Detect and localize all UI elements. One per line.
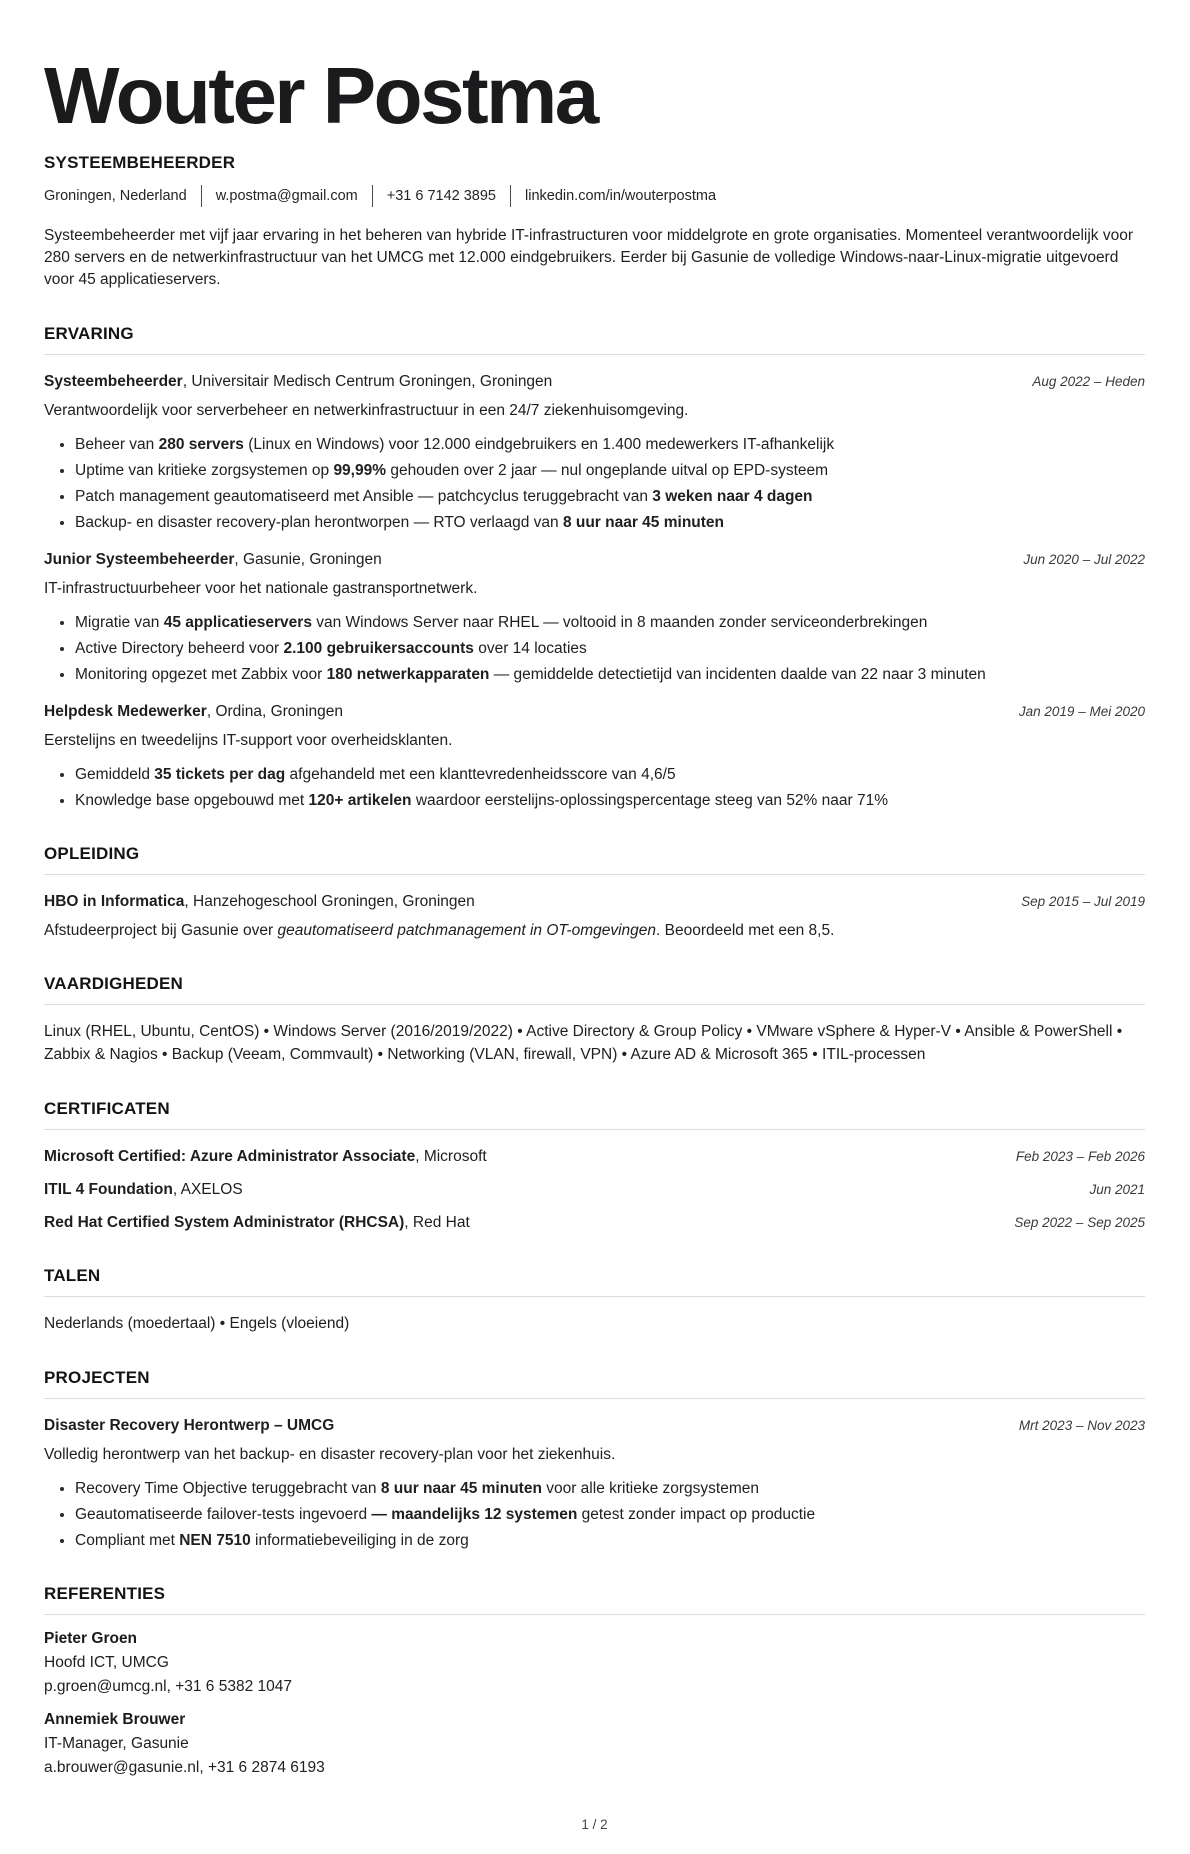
contact-item: linkedin.com/in/wouterpostma — [525, 188, 717, 204]
text-segment: Afstudeerproject bij Gasunie over — [44, 922, 278, 939]
job-bullet-list — [75, 434, 1145, 533]
bullet-item — [75, 790, 1145, 811]
text-segment: Geautomatiseerde failover-tests ingevoerd — [75, 1506, 372, 1523]
education-degree — [44, 892, 475, 912]
profile-summary: Systeembeheerder met vijf jaar ervaring in het beheren van hybride IT-infrastructuren voor middelgrote en grote organisaties. Momenteel verantwoordelijk voor 280 servers en de netwerkinfrastructuur van het UMCG met 12.000 eindgebruikers. Eerder bij Gasunie de volledige Windows-naar-Linux-migratie uitgevoerd voor 45 applicatieservers. — [44, 227, 1133, 288]
job-entry — [44, 702, 1145, 811]
text-segment: Junior Systeembeheerder — [44, 551, 235, 568]
reference-role: Hoofd ICT, UMCG — [44, 1654, 169, 1671]
education-note — [44, 920, 1145, 941]
reference-role: IT-Manager, Gasunie — [44, 1735, 189, 1752]
certificate-dates: Feb 2023 – Feb 2026 — [1015, 1149, 1145, 1164]
project-summary: Volledig herontwerp van het backup- en disaster recovery-plan voor het ziekenhuis. — [44, 1446, 616, 1463]
text-segment: Monitoring opgezet met Zabbix voor — [75, 666, 327, 683]
text-segment: Disaster Recovery Herontwerp – UMCG — [44, 1417, 335, 1434]
job-bullet-list — [75, 764, 1145, 811]
page-indicator: 1 / 2 — [581, 1817, 608, 1832]
job-summary: IT-infrastructuurbeheer voor het nationale gastransportnetwerk. — [44, 580, 478, 597]
reference-list — [44, 1630, 1145, 1777]
text-segment: , AXELOS — [172, 1181, 243, 1198]
section-title-languages: TALEN — [44, 1266, 1145, 1297]
text-segment: Uptime van kritieke zorgsystemen op — [75, 462, 334, 479]
bullet-item — [75, 1478, 1145, 1499]
certificate-list — [44, 1147, 1145, 1233]
job-title — [44, 550, 382, 570]
section-title-projects: PROJECTEN — [44, 1368, 1145, 1399]
job-dates: Aug 2022 – Heden — [1032, 374, 1145, 389]
job-title — [44, 702, 343, 722]
job-dates: Jun 2020 – Jul 2022 — [1023, 552, 1145, 567]
text-segment: Gemiddeld — [75, 766, 155, 783]
job-title — [44, 372, 552, 392]
section-skills — [44, 974, 1145, 1066]
text-segment: afgehandeld met een klanttevredenheidsscore van 4,6/5 — [285, 766, 676, 783]
bullet-item — [75, 512, 1145, 533]
section-education — [44, 844, 1145, 941]
text-segment: 120+ artikelen — [308, 792, 412, 809]
bullet-item — [75, 486, 1145, 507]
text-segment: Active Directory beheerd voor — [75, 640, 284, 657]
job-bullet-list — [75, 612, 1145, 685]
text-segment: Compliant met — [75, 1532, 180, 1549]
certificate-dates: Sep 2022 – Sep 2025 — [1014, 1215, 1145, 1230]
reference-contact: a.brouwer@gasunie.nl, +31 6 2874 6193 — [44, 1759, 325, 1776]
text-segment: 8 uur naar 45 minuten — [380, 1480, 542, 1497]
text-segment: 280 servers — [158, 436, 244, 453]
languages-text: Nederlands (moedertaal) • Engels (vloeiend) — [44, 1315, 350, 1332]
resume-header — [44, 51, 1145, 291]
text-segment: van Windows Server naar RHEL — voltooid in 8 maanden zonder serviceonderbrekingen — [311, 614, 928, 631]
text-segment: , Hanzehogeschool Groningen, Groningen — [184, 893, 475, 910]
job-list — [44, 372, 1145, 811]
text-segment: , Universitair Medisch Centrum Groningen, Groningen — [182, 373, 553, 390]
text-segment: 180 netwerkapparaten — [326, 666, 490, 683]
text-segment: Red Hat Certified System Administrator (RHCSA) — [44, 1214, 405, 1231]
contact-item: +31 6 7142 3895 — [387, 188, 511, 204]
section-title-references: REFERENTIES — [44, 1584, 1145, 1615]
text-segment: Recovery Time Objective teruggebracht van — [75, 1480, 381, 1497]
project-list — [44, 1416, 1145, 1551]
section-languages — [44, 1266, 1145, 1335]
section-references — [44, 1584, 1145, 1777]
candidate-role: SYSTEEMBEHEERDER — [44, 153, 236, 172]
text-segment: 8 uur naar 45 minuten — [562, 514, 725, 531]
contact-item: Groningen, Nederland — [44, 188, 202, 204]
text-segment: NEN 7510 — [179, 1532, 251, 1549]
project-header — [44, 1416, 1145, 1436]
text-segment: 45 applicatieservers — [163, 614, 312, 631]
text-segment: 2.100 gebruikersaccounts — [283, 640, 474, 657]
text-segment: 35 tickets per dag — [154, 766, 286, 783]
bullet-item — [75, 434, 1145, 455]
text-segment: , Red Hat — [404, 1214, 470, 1231]
text-segment: Beheer van — [75, 436, 159, 453]
education-header — [44, 892, 1145, 912]
reference-entry — [44, 1711, 1145, 1777]
text-segment: voor alle kritieke zorgsystemen — [541, 1480, 760, 1497]
text-segment: Patch management geautomatiseerd met Ansible — patchcyclus teruggebracht van — [75, 488, 653, 505]
job-header — [44, 550, 1145, 570]
project-entry — [44, 1416, 1145, 1551]
text-segment: , Microsoft — [415, 1148, 487, 1165]
skills-text: Linux (RHEL, Ubuntu, CentOS) • Windows Server (2016/2019/2022) • Active Directory & Group Policy • VMware vSphere & Hyper-V • Ansible & PowerShell • Zabbix & Nagios • Backup (Veeam, Commvault) • Networking (VLAN, firewall, VPN) • Azure AD & Microsoft 365 • ITIL-processen — [44, 1023, 1123, 1063]
text-segment: — maandelijks 12 systemen — [371, 1506, 578, 1523]
text-segment: over 14 locaties — [473, 640, 587, 657]
text-segment: ITIL 4 Foundation — [44, 1181, 173, 1198]
certificate-row — [44, 1147, 1145, 1167]
education-entry — [44, 892, 1145, 941]
bullet-item — [75, 612, 1145, 633]
certificate-row — [44, 1180, 1145, 1200]
text-segment: geautomatiseerd patchmanagement in OT-omgevingen — [277, 922, 657, 939]
project-bullet-list — [75, 1478, 1145, 1551]
text-segment: HBO in Informatica — [44, 893, 185, 910]
job-header — [44, 372, 1145, 392]
education-list — [44, 892, 1145, 941]
certificate-row — [44, 1213, 1145, 1233]
text-segment: , Ordina, Groningen — [206, 703, 343, 720]
text-segment: gehouden over 2 jaar — nul ongeplande uitval op EPD-systeem — [386, 462, 829, 479]
section-title-skills: VAARDIGHEDEN — [44, 974, 1145, 1005]
section-title-experience: ERVARING — [44, 324, 1145, 355]
bullet-item — [75, 638, 1145, 659]
candidate-name: Wouter Postma — [44, 51, 597, 140]
text-segment: getest zonder impact op productie — [577, 1506, 816, 1523]
education-dates: Sep 2015 – Jul 2019 — [1021, 894, 1145, 909]
reference-entry — [44, 1630, 1145, 1696]
text-segment: waardoor eerstelijns-oplossingspercentage steeg van 52% naar 71% — [411, 792, 888, 809]
job-summary: Eerstelijns en tweedelijns IT-support voor overheidsklanten. — [44, 732, 453, 749]
text-segment: Backup- en disaster recovery-plan herontworpen — RTO verlaagd van — [75, 514, 563, 531]
text-segment: . Beoordeeld met een 8,5. — [656, 922, 835, 939]
text-segment: Systeembeheerder — [44, 373, 183, 390]
bullet-item — [75, 460, 1145, 481]
certificate-name — [44, 1180, 243, 1200]
reference-name: Annemiek Brouwer — [44, 1711, 186, 1728]
certificate-name — [44, 1213, 470, 1233]
bullet-item — [75, 664, 1145, 685]
certificate-dates: Jun 2021 — [1089, 1182, 1145, 1197]
text-segment: Helpdesk Medewerker — [44, 703, 207, 720]
reference-contact: p.groen@umcg.nl, +31 6 5382 1047 — [44, 1678, 292, 1695]
contact-row — [44, 188, 1145, 204]
text-segment: Microsoft Certified: Azure Administrator Associate — [44, 1148, 416, 1165]
section-title-certificates: CERTIFICATEN — [44, 1099, 1145, 1130]
text-segment: informatiebeveiliging in de zorg — [250, 1532, 469, 1549]
job-header — [44, 702, 1145, 722]
section-experience — [44, 324, 1145, 811]
text-segment: , Gasunie, Groningen — [234, 551, 382, 568]
section-projects — [44, 1368, 1145, 1551]
text-segment: (Linux en Windows) voor 12.000 eindgebruikers en 1.400 medewerkers IT-afhankelijk — [243, 436, 835, 453]
bullet-item — [75, 1504, 1145, 1525]
job-dates: Jan 2019 – Mei 2020 — [1018, 704, 1145, 719]
text-segment: Knowledge base opgebouwd met — [75, 792, 309, 809]
certificate-name — [44, 1147, 487, 1167]
bullet-item — [75, 1530, 1145, 1551]
reference-name: Pieter Groen — [44, 1630, 138, 1647]
job-summary: Verantwoordelijk voor serverbeheer en netwerkinfrastructuur in een 24/7 ziekenhuisomgeving. — [44, 402, 689, 419]
section-title-education: OPLEIDING — [44, 844, 1145, 875]
text-segment: — gemiddelde detectietijd van incidenten daalde van 22 naar 3 minuten — [489, 666, 986, 683]
bullet-item — [75, 764, 1145, 785]
text-segment: 3 weken naar 4 dagen — [652, 488, 813, 505]
job-entry — [44, 372, 1145, 533]
job-entry — [44, 550, 1145, 685]
contact-item: w.postma@gmail.com — [216, 188, 373, 204]
text-segment: Migratie van — [75, 614, 164, 631]
text-segment: 99,99% — [333, 462, 387, 479]
section-certificates — [44, 1099, 1145, 1233]
project-title — [44, 1416, 334, 1436]
project-dates: Mrt 2023 – Nov 2023 — [1018, 1418, 1145, 1433]
